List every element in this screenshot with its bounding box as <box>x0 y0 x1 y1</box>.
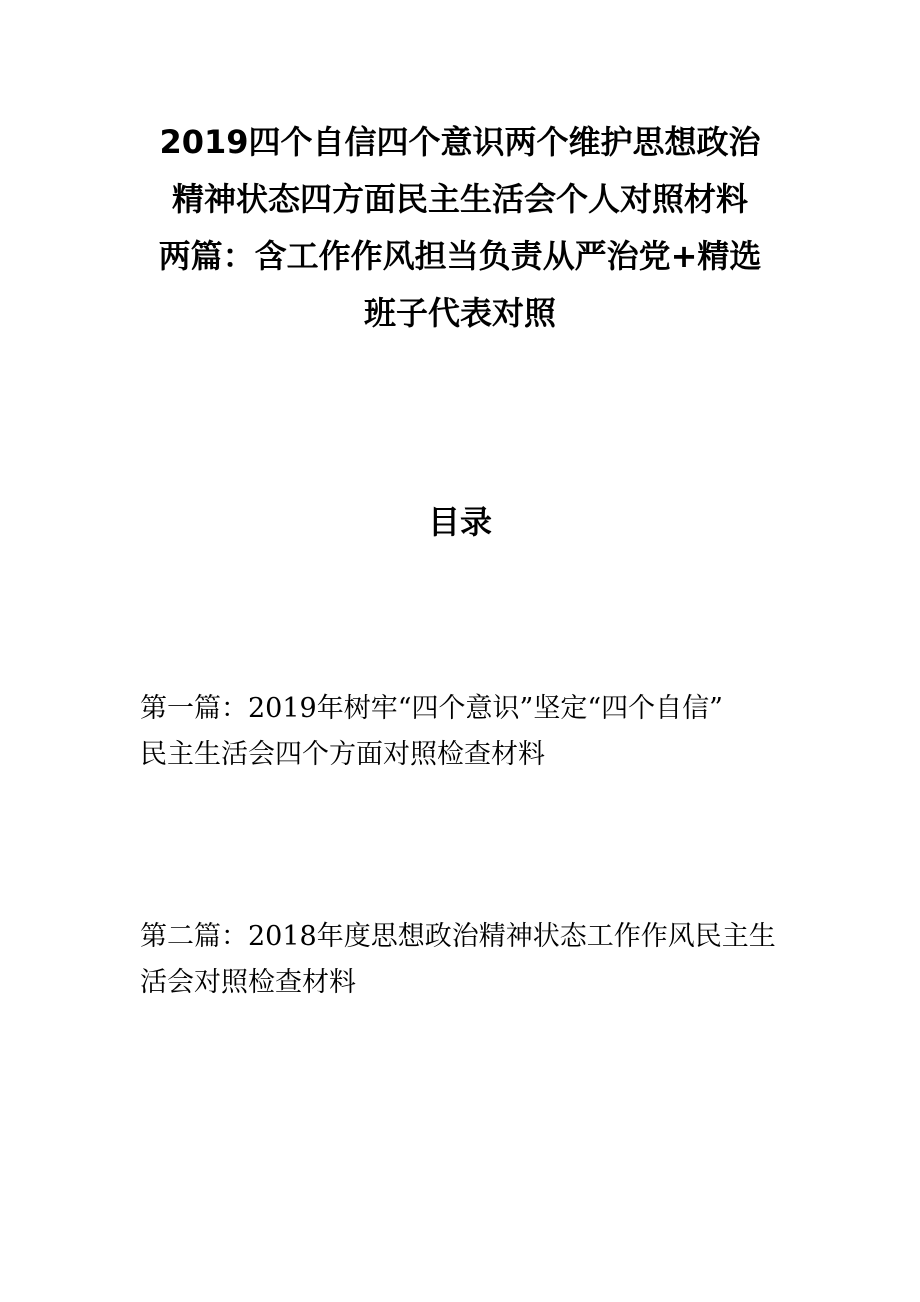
toc-entry-1 <box>140 686 820 778</box>
title-line-3: 两篇：含工作作风担当负责从严治党+精选 <box>158 237 762 275</box>
toc-entry-2 <box>140 914 820 1006</box>
toc-entry-1-line-2: 民主生活会四个方面对照检查材料 <box>140 739 545 770</box>
title-line-1: 2019四个自信四个意识两个维护思想政治 <box>159 123 761 161</box>
toc-heading: 目录 <box>427 503 492 541</box>
title-line-4: 班子代表对照 <box>363 294 556 332</box>
toc-entry-1-line-1: 第一篇：2019年树牢“四个意识”坚定“四个自信” <box>140 693 723 724</box>
document-title <box>120 114 800 342</box>
toc-entry-2-line-2: 活会对照检查材料 <box>140 967 356 998</box>
title-line-2: 精神状态四方面民主生活会个人对照材料 <box>171 180 748 218</box>
toc-entry-2-line-1: 第二篇：2018年度思想政治精神状态工作作风民主生 <box>140 921 776 952</box>
